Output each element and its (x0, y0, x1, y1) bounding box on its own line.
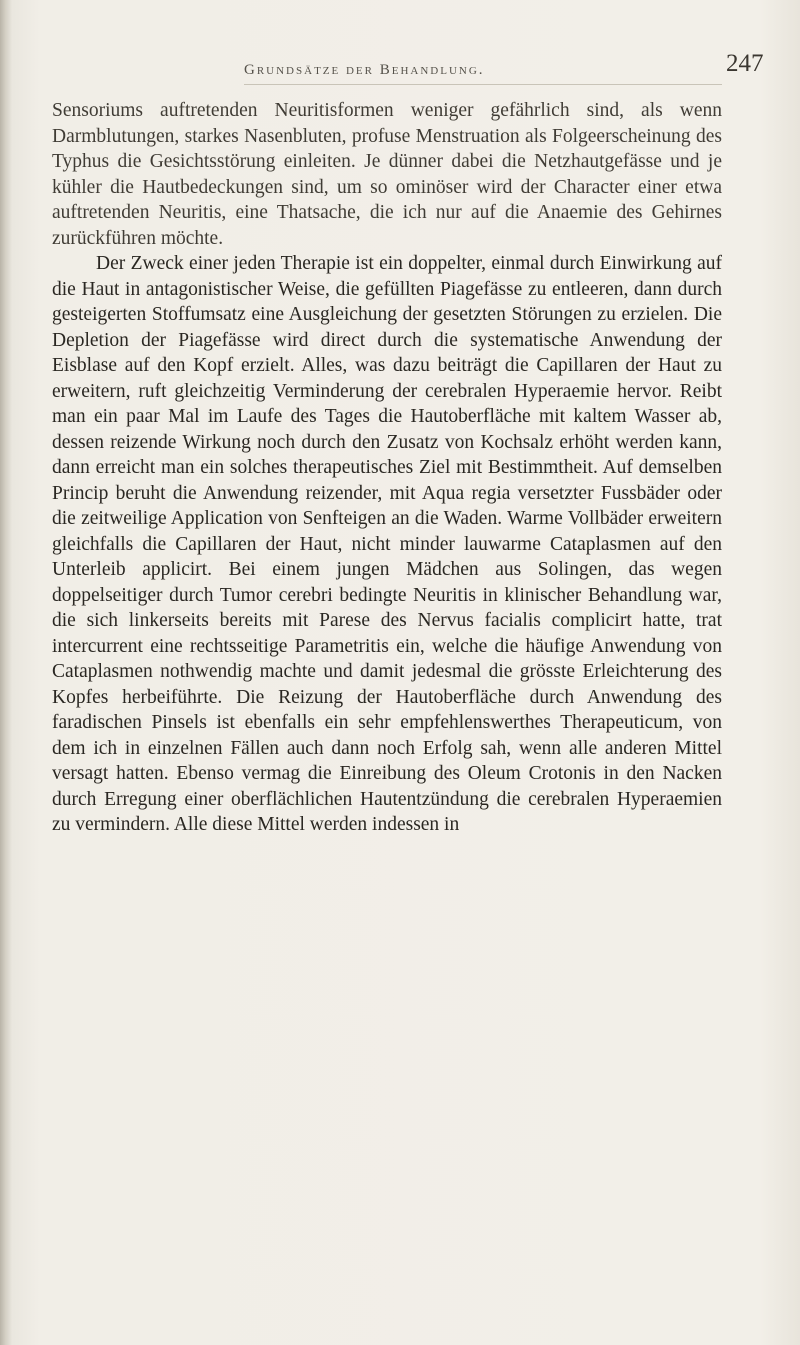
body-text (52, 98, 722, 838)
running-title: Grundsätze der Behandlung. (244, 62, 485, 78)
paragraph-1: Sensoriums auftretenden Neuritisformen weniger gefährlich sind, als wenn Darmblutungen, starkes Nasenbluten, profuse Menstruation als Folgeerscheinung des Typhus die Gesichtsstörung einleiten. Je dünner dabei die Netzhautgefässe und je kühler die Hautbedeckungen sind, um so ominöser wird der Character einer etwa auftretenden Neuritis, eine Thatsache, die ich nur auf die Anaemie des Gehirnes zurückführen möchte. (52, 100, 722, 249)
header-rule (244, 84, 722, 85)
paragraph-2: Der Zweck einer jeden Therapie ist ein doppelter, einmal durch Einwirkung auf die Haut in antagonistischer Weise, die gefüllten Piagefässe zu entleeren, dann durch gesteigerten Stoffumsatz eine Ausgleichung der gesetzten Störungen zu erzielen. Die Depletion der Piagefässe wird direct durch die systematische Anwendung der Eisblase auf den Kopf erzielt. Alles, was dazu beiträgt die Capillaren der Haut zu erweitern, ruft gleichzeitig Verminderung der cerebralen Hyperaemie hervor. Reibt man ein paar Mal im Laufe des Tages die Hautoberfläche mit kaltem Wasser ab, dessen reizende Wirkung noch durch den Zusatz von Kochsalz erhöht werden kann, dann erreicht man ein solches therapeutisches Ziel mit Bestimmtheit. Auf demselben Princip beruht die Anwendung reizender, mit Aqua regia versetzter Fussbäder oder die zeitweilige Application von Senfteigen an die Waden. Warme Vollbäder erweitern gleichfalls die Capillaren der Haut, nicht minder lauwarme Cataplasmen auf den Unterleib applicirt. Bei einem jungen Mädchen aus Solingen, das wegen doppelseitiger durch Tumor cerebri bedingte Neuritis in klinischer Behandlung war, die sich linkerseits bereits mit Parese des Nervus facialis complicirt hatte, trat intercurrent eine rechtsseitige Parametritis ein, welche die häufige Anwendung von Cataplasmen nothwendig machte und damit jedesmal die grösste Erleichterung des Kopfes herbeiführte. Die Reizung der Hautoberfläche durch Anwendung des faradischen Pinsels ist ebenfalls ein sehr empfehlenswerthes Therapeuticum, von dem ich in einzelnen Fällen auch dann noch Erfolg sah, wenn alle anderen Mittel versagt hatten. Ebenso vermag die Einreibung des Oleum Crotonis in den Nacken durch Erregung einer oberflächlichen Hautentzündung die cerebralen Hyperaemien zu vermindern. Alle diese Mittel werden indessen in (52, 253, 722, 835)
page-spine-shadow (0, 0, 12, 1345)
page-number: 247 (726, 50, 764, 77)
